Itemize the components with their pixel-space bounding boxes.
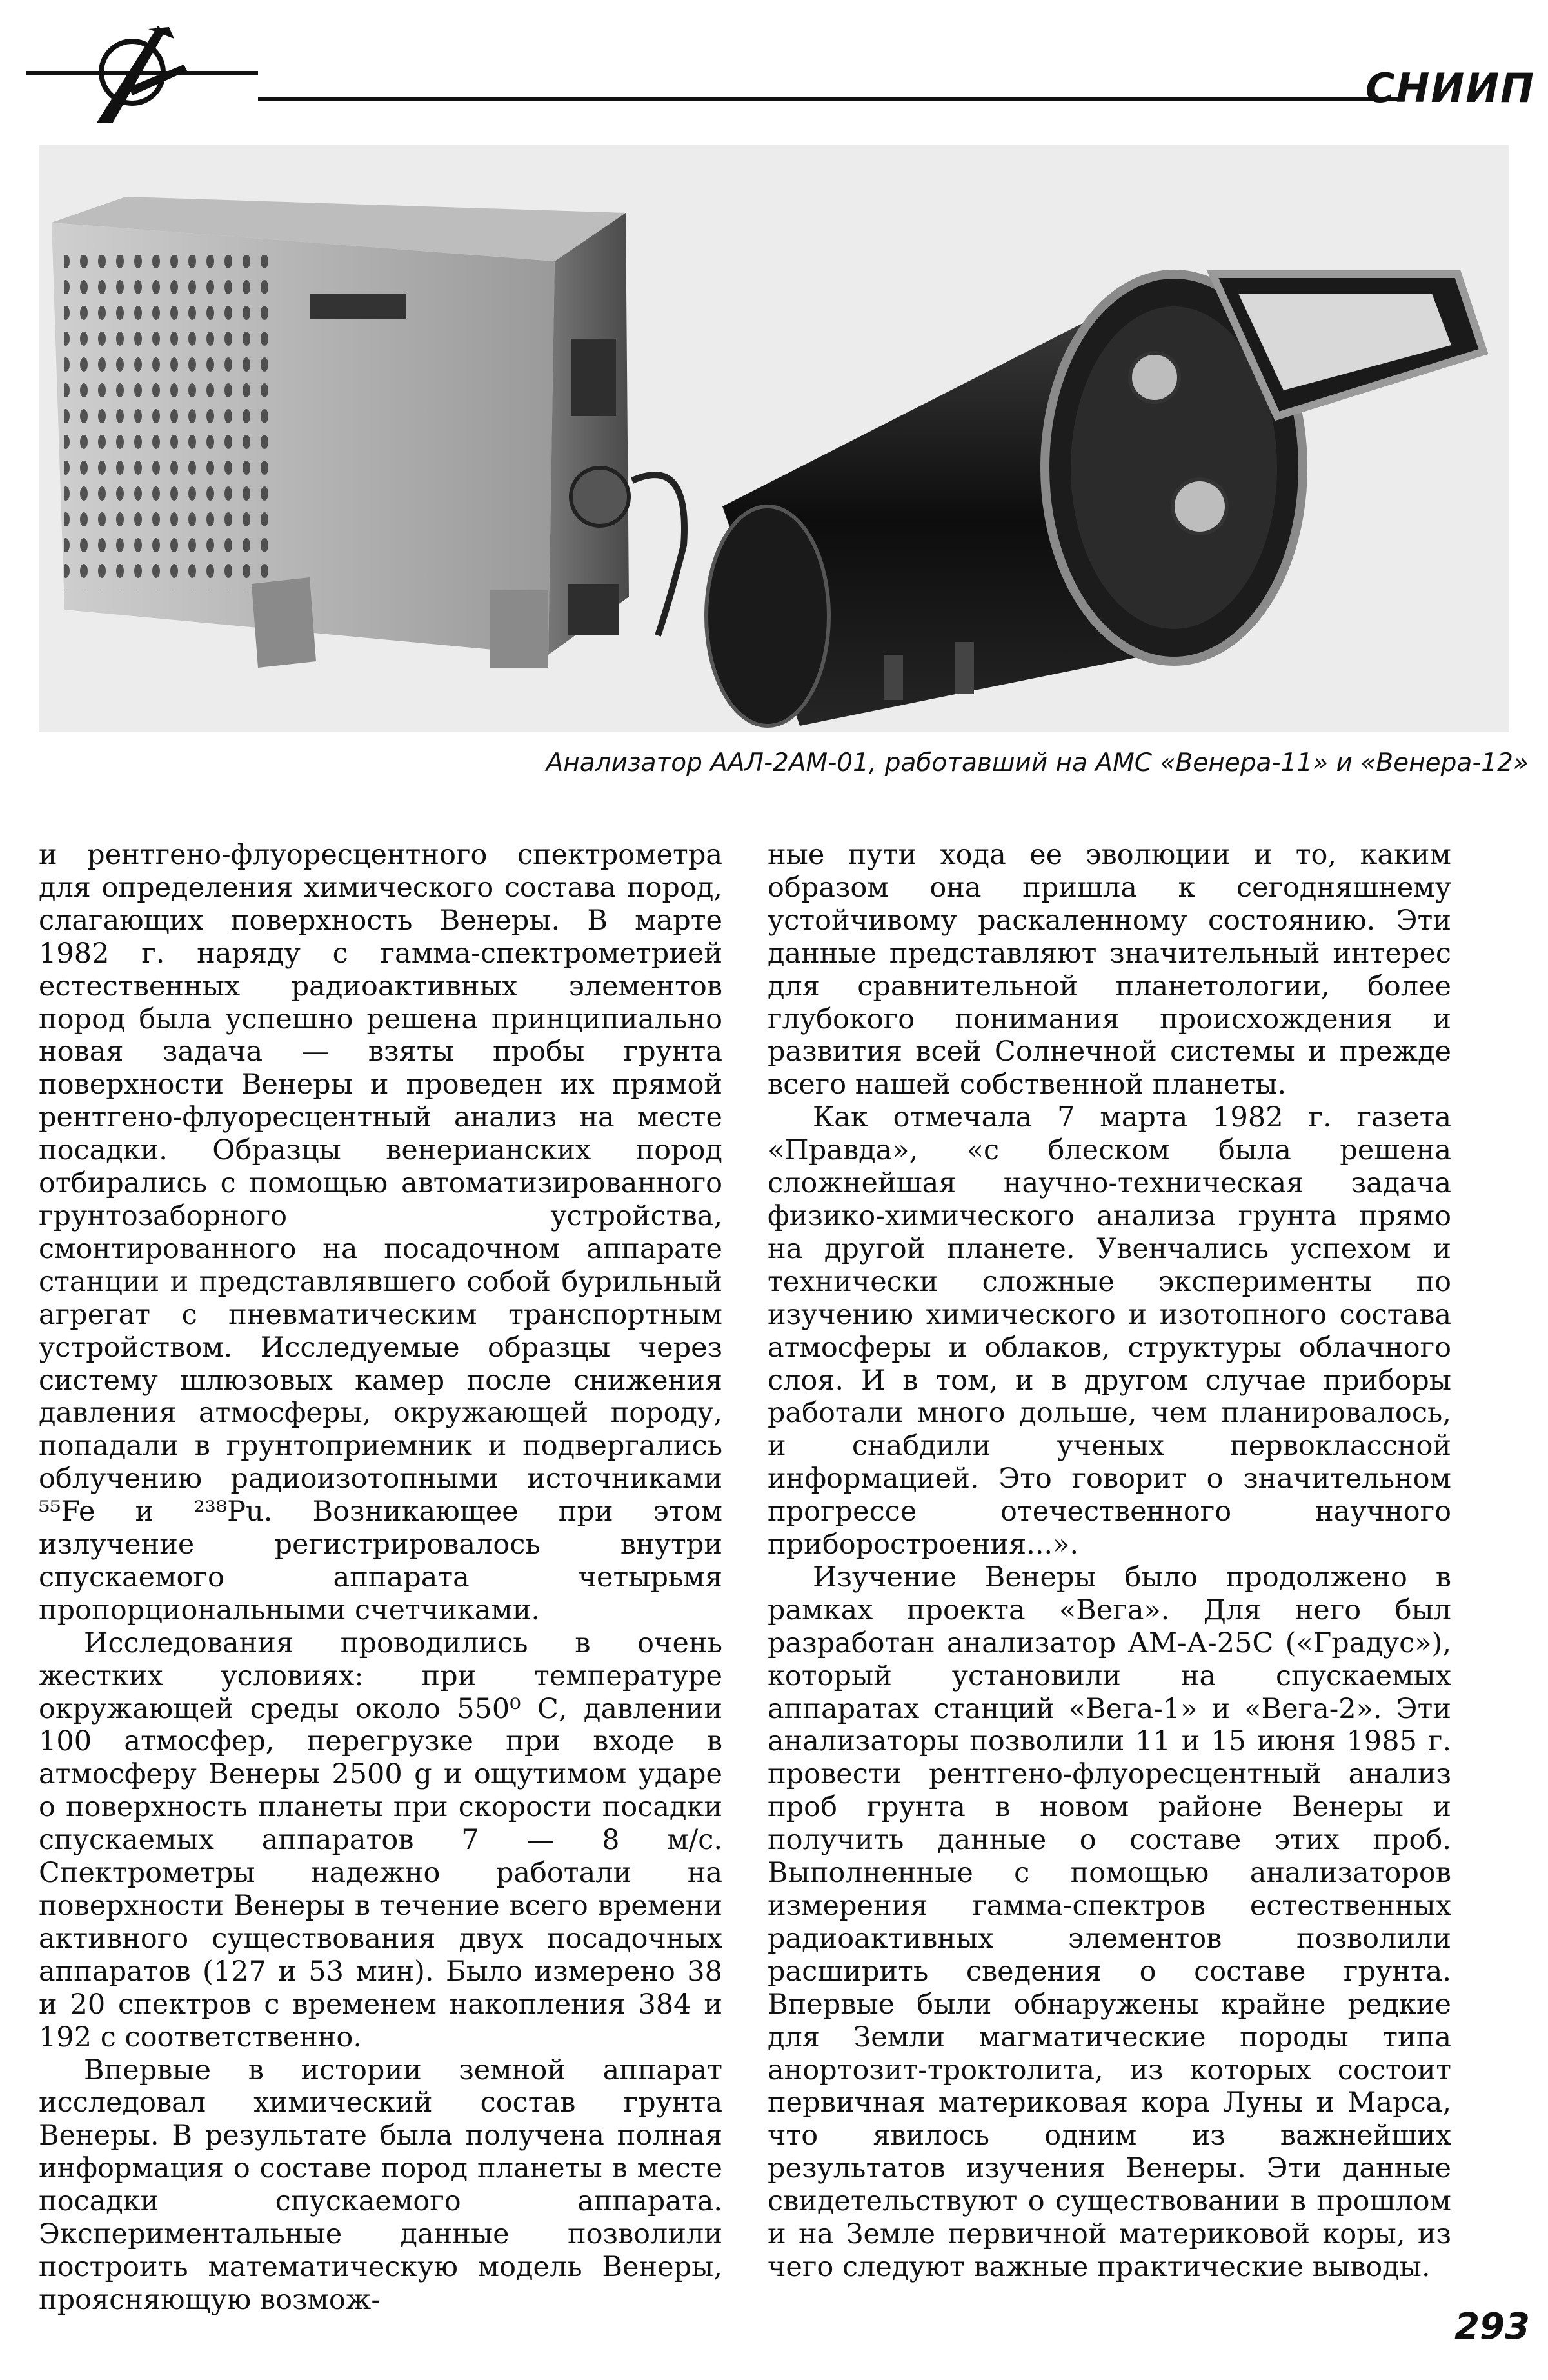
analyzer-box-illustration: [52, 197, 684, 668]
paragraph: Впервые в истории земной аппарат исследовал химический состав грунта Венеры. В результате была получена полная информация о составе пород планеты в месте посадки спускаемого аппарата. Экспериментальные данные позволили построить математическую модель Венеры, проясняющую возмож-: [39, 2054, 722, 2316]
header-rule: [258, 97, 1400, 101]
paragraph: Исследования проводились в очень жестких условиях: при температуре окружающей среды около 550⁰ С, давлении 100 атмосфер, перегрузке при входе в атмосферу Венеры 2500 g и ощутимом ударе о поверхность планеты при скорости посадки спускаемых аппаратов 7 — 8 м/с. Спектрометры надежно работали на поверхности Венеры в течение всего времени активного существования двух посадочных аппаратов (127 и 53 мин). Было измерено 38 и 20 спектров с временем накопления 384 и 192 с соответственно.: [39, 1626, 722, 2054]
text-column-right: [768, 839, 1451, 2284]
text-column-left: [39, 839, 722, 2317]
paragraph: ные пути хода ее эволюции и то, каким образом она пришла к сегодняшнему устойчивому раскаленному состоянию. Эти данные представляют значительный интерес для сравнительной планетологии, более глубокого понимания происхождения и развития всей Солнечной системы и прежде всего нашей собственной планеты.: [768, 839, 1451, 1101]
paragraph: и рентгено-флуоресцентного спектрометра для определения химического состава пород, слагающих поверхность Венеры. В марте 1982 г. наряду с гамма-спектрометрией естественных радиоактивных элементов пород была успешно решена принципиально новая задача — взяты пробы грунта поверхности Венеры и проведен их прямой рентгено-флуоресцентный анализ на месте посадки. Образцы венерианских пород отбирались с помощью автоматизированного грунтозаборного устройства, смонтированного на посадочном аппарате станции и представлявшего собой бурильный агрегат с пневматическим транспортным устройством. Исследуемые образцы через систему шлюзовых камер после снижения давления атмосферы, окружающей породу, попадали в грунтоприемник и подвергались облучению радиоизотопными источниками ⁵⁵Fe и ²³⁸Pu. Возникающее при этом излучение регистрировалось внутри спускаемого аппарата четырьмя пропорциональными счетчиками.: [39, 839, 722, 1626]
paragraph: Изучение Венеры было продолжено в рамках проекта «Вега». Для него был разработан анализатор АМ-А-25С («Градус»), который установили на спускаемых аппаратах станций «Вега-1» и «Вега-2». Эти анализаторы позволили 11 и 15 июня 1985 г. провести рентгено-флуоресцентный анализ проб грунта в новом районе Венеры и получить данные о составе этих проб. Выполненные с помощью анализаторов измерения гамма-спектров естественных радиоактивных элементов позволили расширить сведения о составе грунта. Впервые были обнаружены крайне редкие для Земли магматические породы типа анортозит-троктолита, из которых состоит первичная материковая кора Луны и Марса, что явилось одним из важнейших результатов изучения Венеры. Эти данные свидетельствуют о существовании в прошлом и на Земле первичной материковой коры, из чего следуют важные практические выводы.: [768, 1561, 1451, 2283]
paragraph: Как отмечала 7 марта 1982 г. газета «Правда», «с блеском была решена сложнейшая научно-техническая задача физико-химического анализа грунта прямо на другой планете. Увенчались успехом и технически сложные эксперименты по изучению химического и изотопного состава атмосферы и облаков, структуры облачного слоя. И в том, и в другом случае приборы работали много дольше, чем планировалось, и снабдили ученых первоклассной информацией. Это говорит о значительном прогрессе отечественного научного приборостроения...».: [768, 1101, 1451, 1561]
analyzer-photo: [39, 145, 1509, 732]
section-title: СНИИП: [1365, 65, 1535, 112]
page-number: 293: [1454, 2306, 1530, 2348]
page-header: [26, 26, 1535, 135]
figure-caption: Анализатор ААЛ-2АМ-01, работавший на АМС «Венера-11» и «Венера-12»: [546, 748, 1529, 777]
publisher-logo-icon: [26, 26, 258, 135]
